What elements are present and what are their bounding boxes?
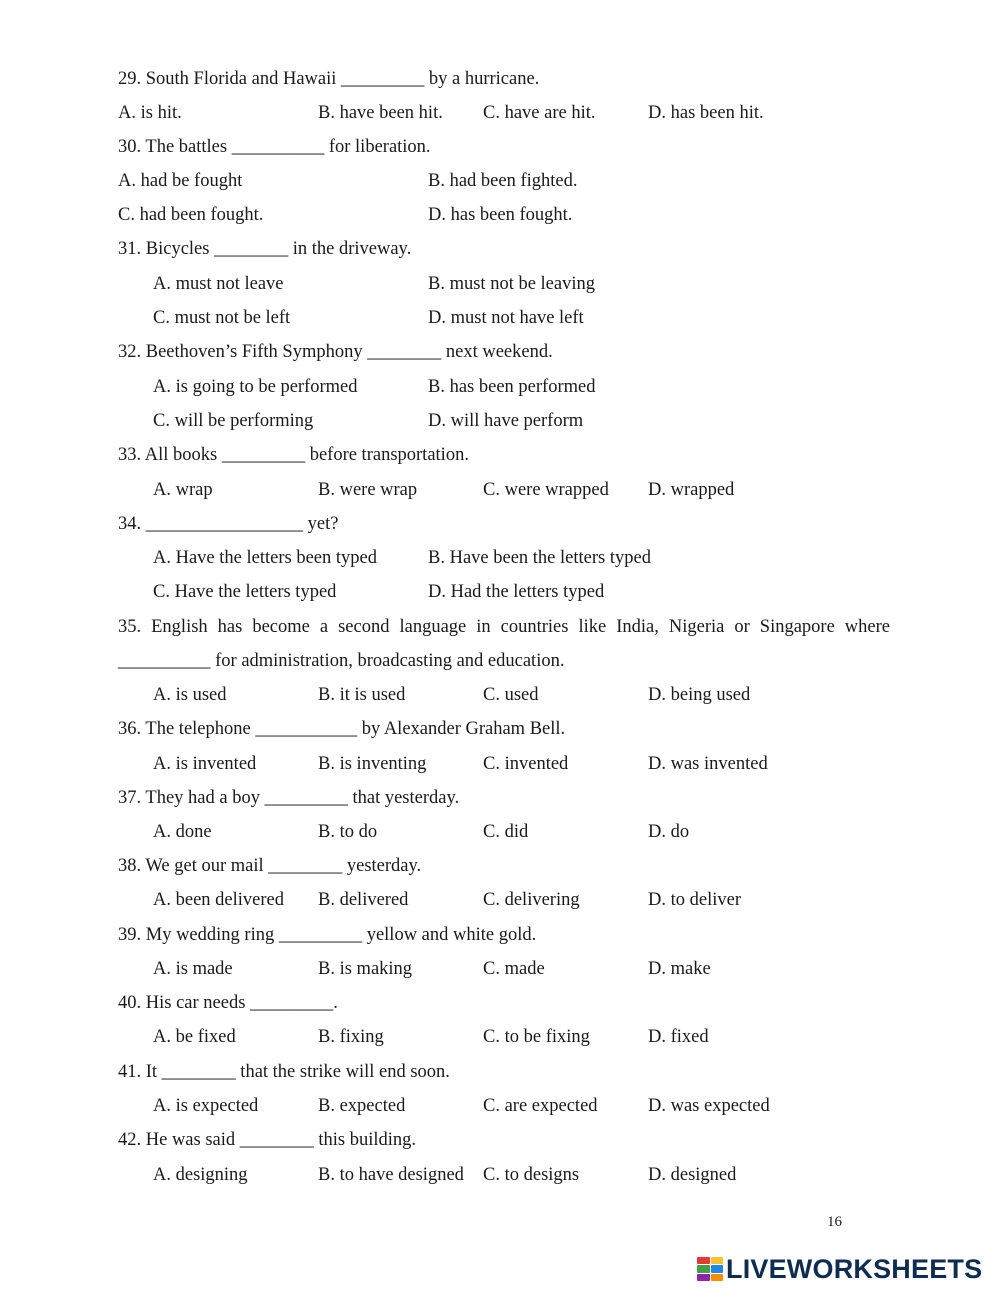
option-d[interactable]: D. wrapped — [648, 480, 735, 500]
question-30 — [0, 132, 1000, 162]
option-a[interactable]: A. is used — [153, 685, 227, 705]
options-30-row2 — [0, 200, 1000, 230]
option-d[interactable]: D. fixed — [648, 1027, 709, 1047]
question-35 — [0, 612, 1000, 642]
option-c[interactable]: C. did — [483, 822, 529, 842]
question-41 — [0, 1057, 1000, 1087]
question-stem: 31. Bicycles ________ in the driveway. — [118, 239, 412, 259]
option-c[interactable]: C. must not be left — [153, 308, 291, 328]
options-39 — [0, 954, 1000, 984]
option-c[interactable]: C. used — [483, 685, 539, 705]
option-a[interactable]: A. is hit. — [118, 103, 182, 123]
question-stem: 34. _________________ yet? — [118, 514, 339, 534]
option-b[interactable]: B. had been fighted. — [428, 171, 578, 191]
page-number: 16 — [827, 1214, 842, 1230]
option-d[interactable]: D. make — [648, 959, 711, 979]
question-31 — [0, 234, 1000, 264]
question-38 — [0, 851, 1000, 881]
question-42 — [0, 1125, 1000, 1155]
option-d[interactable]: D. designed — [648, 1165, 737, 1185]
option-a[interactable]: A. is made — [153, 959, 233, 979]
question-stem: 33. All books _________ before transportation. — [118, 445, 469, 465]
option-a[interactable]: A. is going to be performed — [153, 377, 358, 397]
option-a[interactable]: A. designing — [153, 1165, 248, 1185]
option-c[interactable]: C. had been fought. — [118, 205, 264, 225]
question-stem: 30. The battles __________ for liberation. — [118, 137, 431, 157]
question-stem: 42. He was said ________ this building. — [118, 1130, 417, 1150]
option-c[interactable]: C. made — [483, 959, 545, 979]
option-c[interactable]: C. are expected — [483, 1096, 598, 1116]
option-b[interactable]: B. fixing — [318, 1027, 384, 1047]
option-d[interactable]: D. has been fought. — [428, 205, 573, 225]
option-c[interactable]: C. invented — [483, 754, 569, 774]
options-42 — [0, 1160, 1000, 1190]
question-stem: 29. South Florida and Hawaii _________ by a hurricane. — [118, 69, 540, 89]
option-b[interactable]: B. expected — [318, 1096, 406, 1116]
question-stem-continued: __________ for administration, broadcasting and education. — [118, 651, 565, 671]
question-33 — [0, 440, 1000, 470]
logo-blocks-icon — [697, 1257, 723, 1281]
options-34-row1 — [0, 543, 1000, 573]
option-a[interactable]: A. must not leave — [153, 274, 284, 294]
liveworksheets-logo — [697, 1254, 982, 1284]
option-b[interactable]: B. is making — [318, 959, 413, 979]
option-c[interactable]: C. will be performing — [153, 411, 314, 431]
question-39 — [0, 920, 1000, 950]
option-a[interactable]: A. Have the letters been typed — [153, 548, 377, 568]
question-32 — [0, 337, 1000, 367]
option-b[interactable]: B. to do — [318, 822, 378, 842]
option-c[interactable]: C. to be fixing — [483, 1027, 590, 1047]
question-36 — [0, 714, 1000, 744]
options-40 — [0, 1022, 1000, 1052]
option-b[interactable]: B. have been hit. — [318, 103, 443, 123]
question-stem: 35. English has become a second language in countries like India, Nigeria or Singapore where — [118, 617, 890, 637]
option-a[interactable]: A. wrap — [153, 480, 213, 500]
question-stem: 39. My wedding ring _________ yellow and white gold. — [118, 925, 537, 945]
option-a[interactable]: A. is invented — [153, 754, 257, 774]
option-d[interactable]: D. was invented — [648, 754, 768, 774]
question-37 — [0, 783, 1000, 813]
option-b[interactable]: B. is inventing — [318, 754, 427, 774]
option-b[interactable]: B. has been performed — [428, 377, 596, 397]
question-stem: 37. They had a boy _________ that yesterday. — [118, 788, 460, 808]
option-a[interactable]: A. been delivered — [153, 890, 284, 910]
option-b[interactable]: B. delivered — [318, 890, 409, 910]
option-a[interactable]: A. is expected — [153, 1096, 259, 1116]
question-40 — [0, 988, 1000, 1018]
options-31-row2 — [0, 303, 1000, 333]
option-d[interactable]: D. Had the letters typed — [428, 582, 605, 602]
option-d[interactable]: D. will have perform — [428, 411, 584, 431]
option-a[interactable]: A. be fixed — [153, 1027, 236, 1047]
options-30-row1 — [0, 166, 1000, 196]
options-32-row1 — [0, 372, 1000, 402]
options-29 — [0, 98, 1000, 128]
option-c[interactable]: C. delivering — [483, 890, 580, 910]
option-a[interactable]: A. done — [153, 822, 212, 842]
option-c[interactable]: C. were wrapped — [483, 480, 609, 500]
options-35 — [0, 680, 1000, 710]
option-c[interactable]: C. to designs — [483, 1165, 580, 1185]
option-d[interactable]: D. must not have left — [428, 308, 584, 328]
question-34 — [0, 509, 1000, 539]
option-c[interactable]: C. Have the letters typed — [153, 582, 337, 602]
option-d[interactable]: D. to deliver — [648, 890, 741, 910]
option-b[interactable]: B. to have designed — [318, 1165, 464, 1185]
option-d[interactable]: D. being used — [648, 685, 751, 705]
options-34-row2 — [0, 577, 1000, 607]
option-b[interactable]: B. were wrap — [318, 480, 418, 500]
question-stem: 36. The telephone ___________ by Alexander Graham Bell. — [118, 719, 566, 739]
option-a[interactable]: A. had be fought — [118, 171, 243, 191]
option-c[interactable]: C. have are hit. — [483, 103, 596, 123]
option-d[interactable]: D. has been hit. — [648, 103, 764, 123]
option-b[interactable]: B. Have been the letters typed — [428, 548, 651, 568]
question-stem: 41. It ________ that the strike will end soon. — [118, 1062, 450, 1082]
question-stem: 32. Beethoven’s Fifth Symphony ________ next weekend. — [118, 342, 553, 362]
option-b[interactable]: B. it is used — [318, 685, 406, 705]
option-d[interactable]: D. do — [648, 822, 690, 842]
options-36 — [0, 749, 1000, 779]
option-b[interactable]: B. must not be leaving — [428, 274, 595, 294]
options-31-row1 — [0, 269, 1000, 299]
option-d[interactable]: D. was expected — [648, 1096, 770, 1116]
options-32-row2 — [0, 406, 1000, 436]
options-33 — [0, 475, 1000, 505]
question-stem: 38. We get our mail ________ yesterday. — [118, 856, 422, 876]
logo-text: LIVEWORKSHEETS — [726, 1253, 983, 1284]
options-38 — [0, 885, 1000, 915]
question-stem: 40. His car needs _________. — [118, 993, 338, 1013]
options-41 — [0, 1091, 1000, 1121]
question-35-continued — [0, 646, 1000, 676]
question-29 — [0, 64, 1000, 94]
options-37 — [0, 817, 1000, 847]
